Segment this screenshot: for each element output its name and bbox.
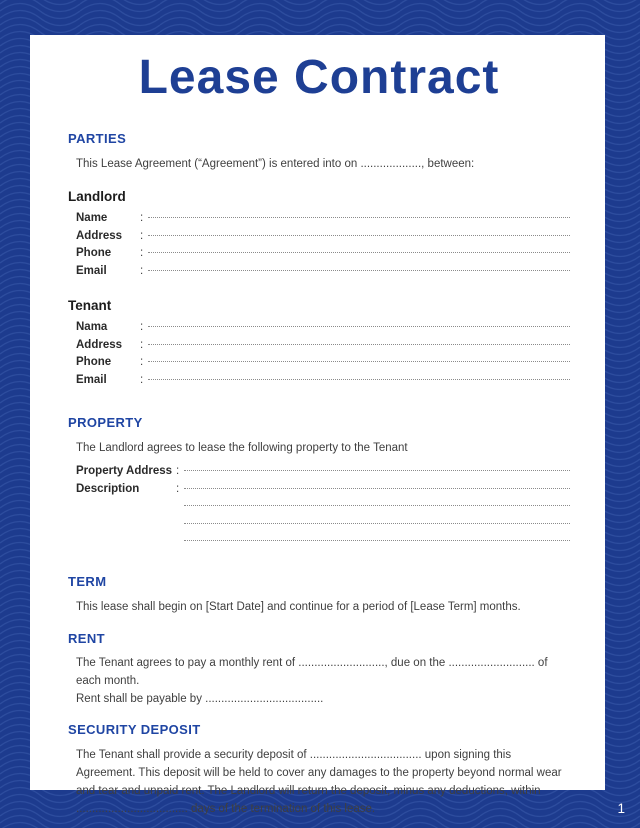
description-continuation-row — [76, 535, 570, 553]
tenant-phone-row — [76, 356, 570, 374]
landlord-address-row — [76, 230, 570, 248]
tenant-email-row — [76, 374, 570, 392]
field-label-address: Address — [76, 338, 123, 351]
section-heading-parties: PARTIES — [68, 131, 127, 146]
blank-fill-line — [184, 488, 570, 489]
landlord-phone-row — [76, 247, 570, 265]
blank-fill-line — [184, 523, 570, 524]
property-address-row — [76, 465, 570, 483]
field-label-phone: Phone — [76, 247, 112, 259]
field-label-address: Address — [76, 229, 123, 242]
field-label-email: Email — [76, 373, 107, 386]
field-colon: : — [140, 356, 144, 368]
landlord-name-row — [76, 212, 570, 230]
field-colon: : — [140, 229, 144, 242]
field-colon: : — [140, 321, 144, 333]
blank-fill-line — [148, 270, 570, 271]
field-colon: : — [176, 482, 180, 495]
document-title: Lease Contract — [138, 51, 500, 104]
section-heading-rent: RENT — [68, 630, 105, 646]
field-colon: : — [140, 338, 144, 351]
blank-fill-line — [184, 470, 570, 471]
blank-fill-line — [148, 361, 570, 362]
blank-fill-line — [184, 540, 570, 541]
rent-body-line2: Rent shall be payable by ..................................... — [76, 692, 324, 705]
parties-intro-text: This Lease Agreement (“Agreement”) is entered into on ..................., between: — [76, 158, 475, 170]
field-colon: : — [140, 264, 144, 277]
rent-body-line1: The Tenant agrees to pay a monthly rent of ..........................., due on the ........................... of each month. — [76, 656, 548, 687]
tenant-address-row — [76, 339, 570, 357]
section-heading-security-deposit: SECURITY DEPOSIT — [68, 721, 201, 737]
landlord-email-row — [76, 265, 570, 283]
page-number: 1 — [617, 801, 625, 816]
blank-fill-line — [148, 326, 570, 327]
tenant-name-row — [76, 321, 570, 339]
blank-fill-line — [148, 344, 570, 345]
security-deposit-body-text: The Tenant shall provide a security deposit of ................................... upon signing this Agreement. This deposit will be held to cover any damages to the property beyond normal wear and tear and unpaid rent. The Landlord will return the deposit, minus any deductions, within ................................... days of the termination of this lease. — [76, 748, 562, 815]
blank-fill-line — [184, 505, 570, 506]
property-fields — [76, 465, 570, 553]
field-colon: : — [140, 212, 144, 224]
document-card — [30, 35, 605, 815]
blank-fill-line — [148, 217, 570, 218]
field-colon: : — [140, 373, 144, 386]
field-label-nama: Nama — [76, 321, 108, 333]
term-body-text: This lease shall begin on [Start Date] and continue for a period of [Lease Term] months. — [76, 600, 521, 613]
field-label-description: Description — [76, 482, 140, 495]
property-intro-text: The Landlord agrees to lease the following property to the Tenant — [76, 442, 408, 454]
blank-fill-line — [148, 379, 570, 380]
section-heading-property: PROPERTY — [68, 415, 143, 430]
field-label-phone: Phone — [76, 356, 112, 368]
description-continuation-row — [76, 500, 570, 518]
field-label-property-address: Property Address — [76, 465, 173, 477]
subsection-heading-landlord: Landlord — [68, 189, 126, 204]
subsection-heading-tenant: Tenant — [68, 298, 112, 313]
property-description-row — [76, 483, 570, 501]
field-label-name: Name — [76, 212, 108, 224]
tenant-fields — [76, 321, 570, 391]
field-colon: : — [176, 465, 180, 477]
blank-fill-line — [148, 252, 570, 253]
section-heading-term: TERM — [68, 573, 107, 589]
description-continuation-row — [76, 518, 570, 536]
field-label-email: Email — [76, 264, 107, 277]
landlord-fields — [76, 212, 570, 282]
field-colon: : — [140, 247, 144, 259]
blank-fill-line — [148, 235, 570, 236]
